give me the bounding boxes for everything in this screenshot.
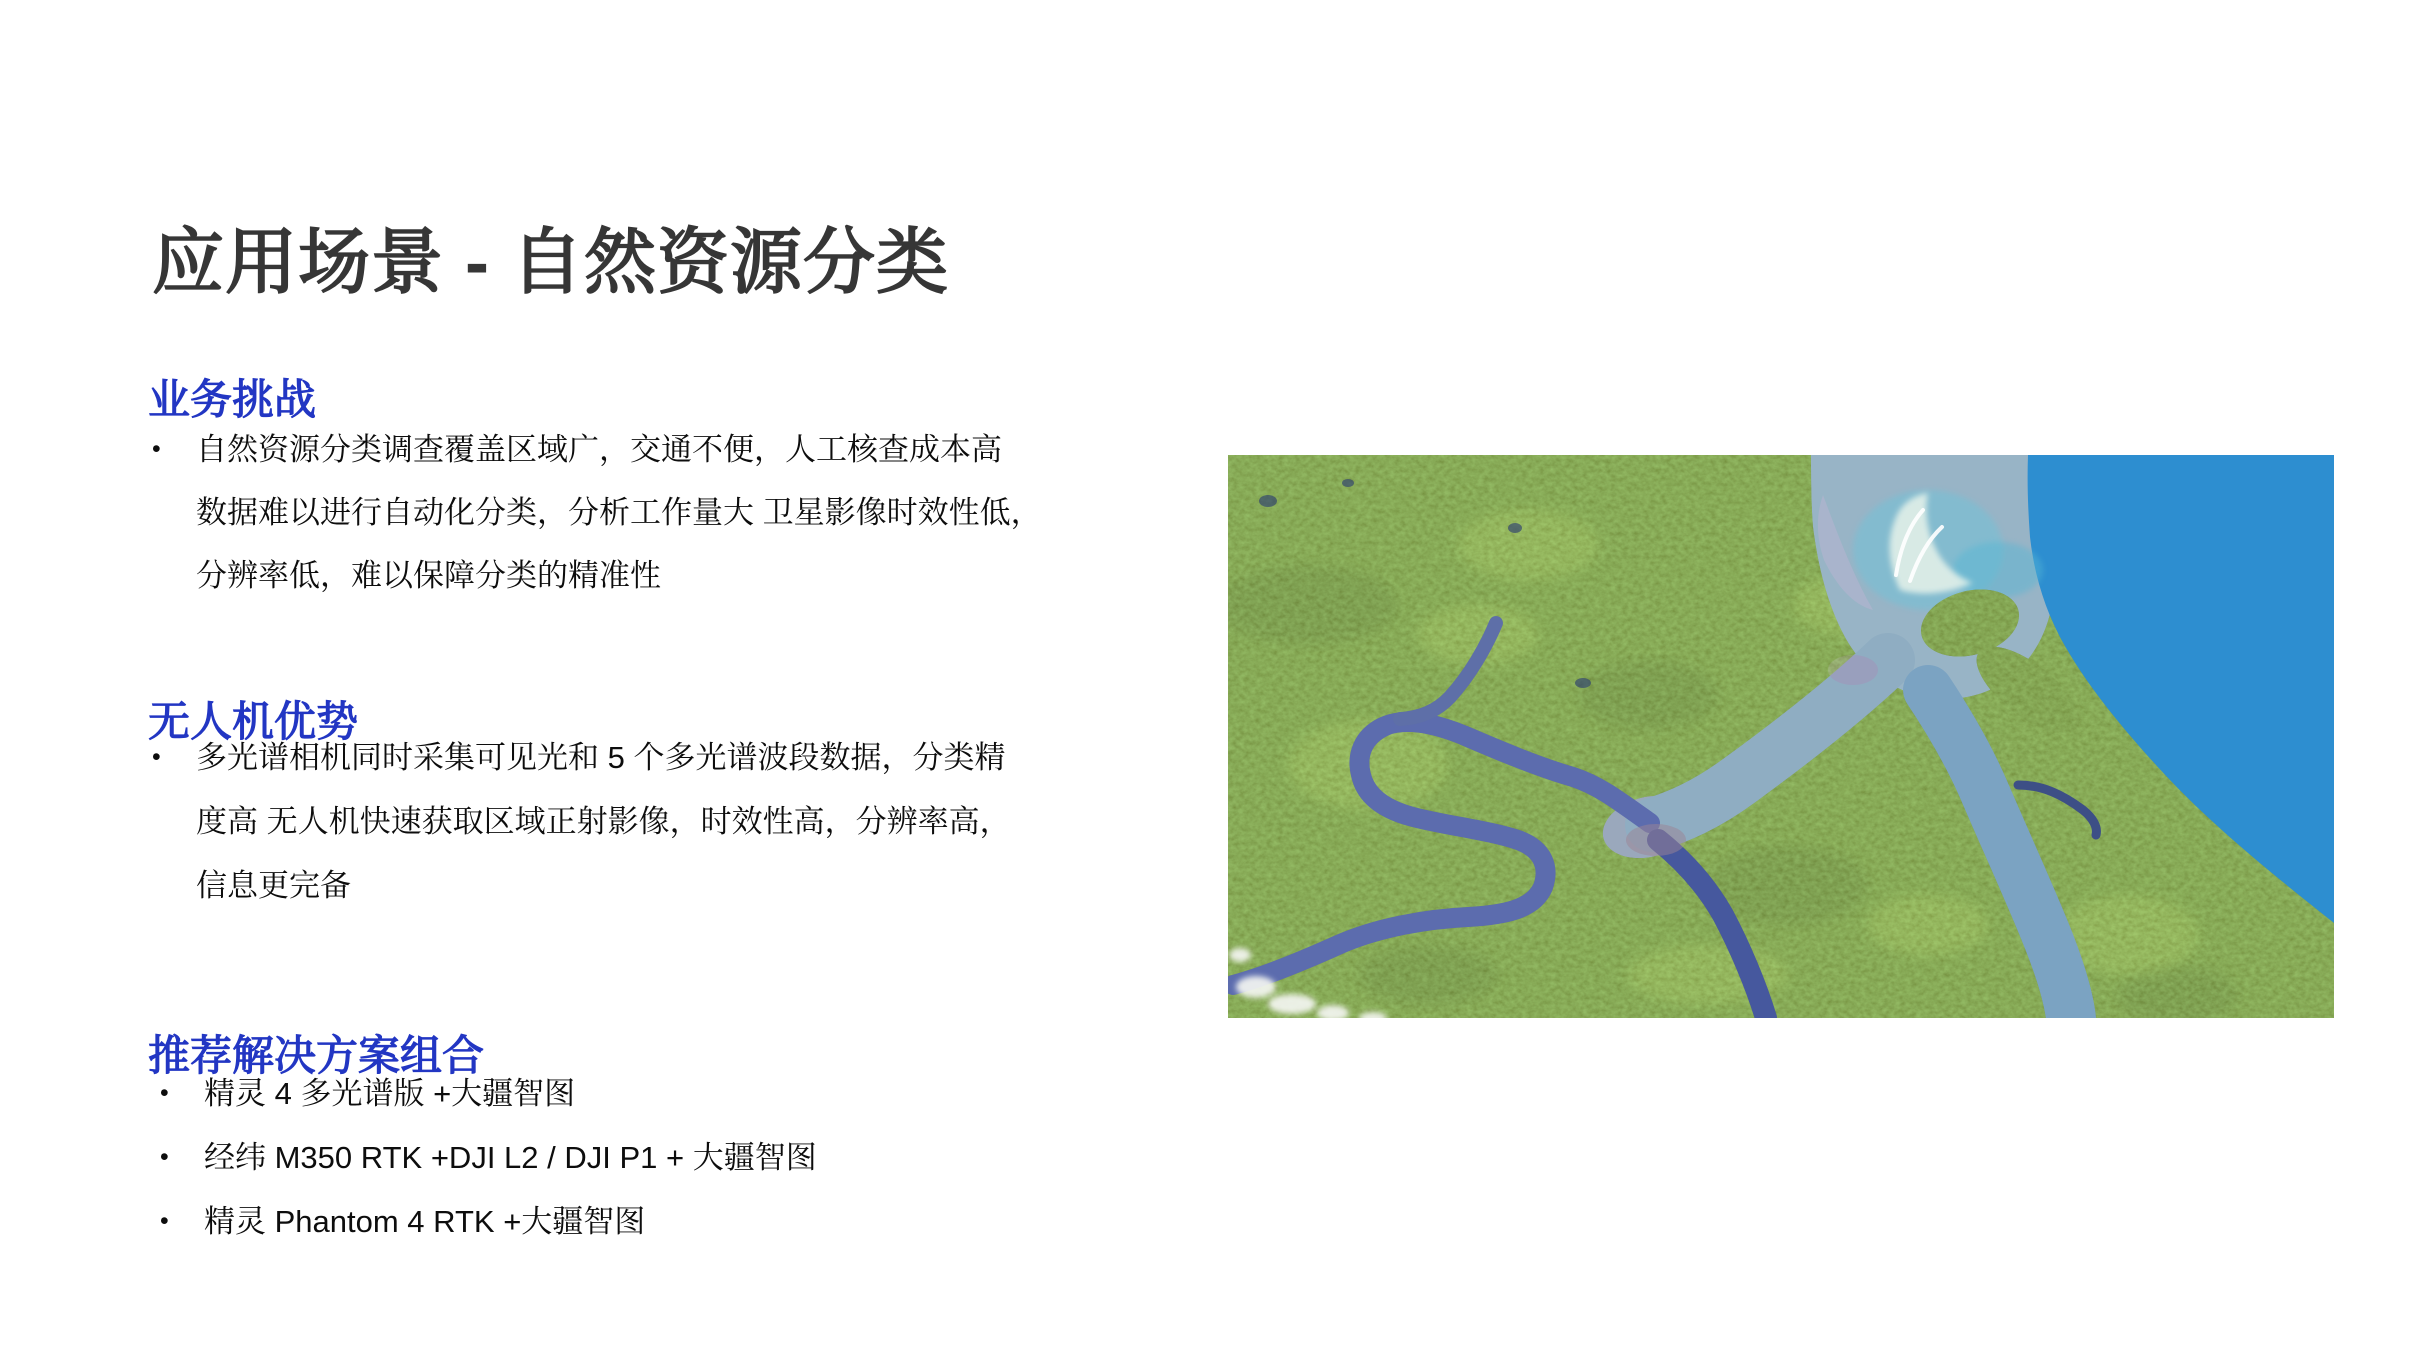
- bullet-item: [158, 1190, 1228, 1254]
- section-heading-drone-advantage: 无人机优势: [148, 697, 359, 745]
- bullet-line: 信息更完备: [196, 868, 351, 903]
- bullet-item: [150, 418, 1220, 607]
- bullet-item: [158, 1062, 1228, 1126]
- bullet-line: • 自然资源分类调查覆盖区域广，交通不便，人工核查成本高: [196, 432, 1002, 467]
- bullet-item: [150, 726, 1220, 918]
- aerial-photo-canvas: [1228, 455, 2334, 1018]
- section-body-business-challenge: [150, 418, 1220, 607]
- section-heading-recommended-solutions: 推荐解决方案组合: [148, 1031, 485, 1079]
- bullet-line: • 经纬 M350 RTK +DJI L2 / DJI P1 + 大疆智图: [204, 1140, 817, 1175]
- bullet-line: 分辨率低，难以保障分类的精准性: [196, 558, 661, 593]
- bullet-line: • 精灵 4 多光谱版 +大疆智图: [204, 1076, 576, 1111]
- canopy-texture: [1228, 455, 2334, 1018]
- bullet-line: • 精灵 Phantom 4 RTK +大疆智图: [204, 1204, 646, 1239]
- bullet-line: • 多光谱相机同时采集可见光和 5 个多光谱波段数据，分类精: [196, 740, 1006, 775]
- section-heading-business-challenge: 业务挑战: [148, 375, 317, 423]
- section-body-recommended-solutions: [158, 1062, 1228, 1254]
- page-title: 应用场景 - 自然资源分类: [152, 223, 949, 304]
- bullet-item: [158, 1126, 1228, 1190]
- section-body-drone-advantage: [150, 726, 1220, 918]
- bullet-line: 数据难以进行自动化分类，分析工作量大 卫星影像时效性低，: [196, 495, 1042, 530]
- aerial-photo: [1228, 455, 2334, 1018]
- bullet-line: 度高 无人机快速获取区域正射影像，时效性高，分辨率高，: [196, 804, 1011, 839]
